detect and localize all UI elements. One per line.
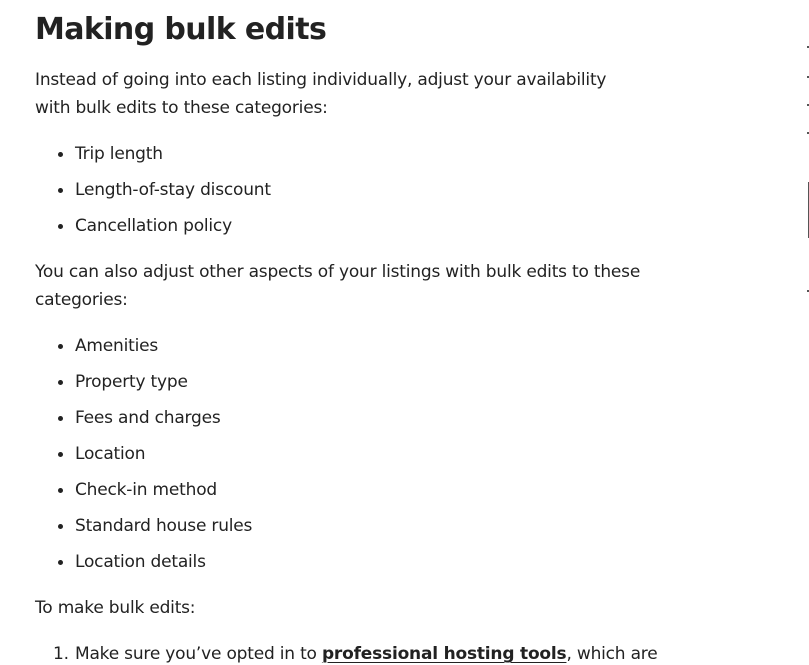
list-item: Length-of-stay discount bbox=[35, 172, 271, 208]
other-aspects-list bbox=[35, 328, 252, 580]
list-item: Trip length bbox=[35, 136, 271, 172]
step-item bbox=[35, 640, 657, 665]
step-text-after: , which are bbox=[566, 644, 658, 664]
step-text-before: Make sure you’ve opted in to bbox=[75, 644, 322, 664]
step-number: 1. bbox=[53, 644, 69, 664]
list-item: Amenities bbox=[35, 328, 252, 364]
list-item: Property type bbox=[35, 364, 252, 400]
list-item: Cancellation policy bbox=[35, 208, 271, 244]
professional-hosting-tools-link[interactable]: professional hosting tools bbox=[321, 644, 567, 664]
article-title: Making bulk edits bbox=[35, 12, 327, 47]
list-item: Fees and charges bbox=[35, 400, 252, 436]
other-aspects-paragraph: You can also adjust other aspects of your listings with bulk edits to these categories: bbox=[35, 262, 641, 310]
list-item: Standard house rules bbox=[35, 508, 252, 544]
availability-list bbox=[35, 136, 271, 244]
list-item: Location bbox=[35, 436, 252, 472]
list-item: Check-in method bbox=[35, 472, 252, 508]
steps-intro: To make bulk edits: bbox=[35, 598, 196, 618]
steps-list bbox=[35, 640, 657, 665]
list-item: Location details bbox=[35, 544, 252, 580]
intro-paragraph: Instead of going into each listing individually, adjust your availability with bulk edits to these categories: bbox=[35, 70, 607, 118]
